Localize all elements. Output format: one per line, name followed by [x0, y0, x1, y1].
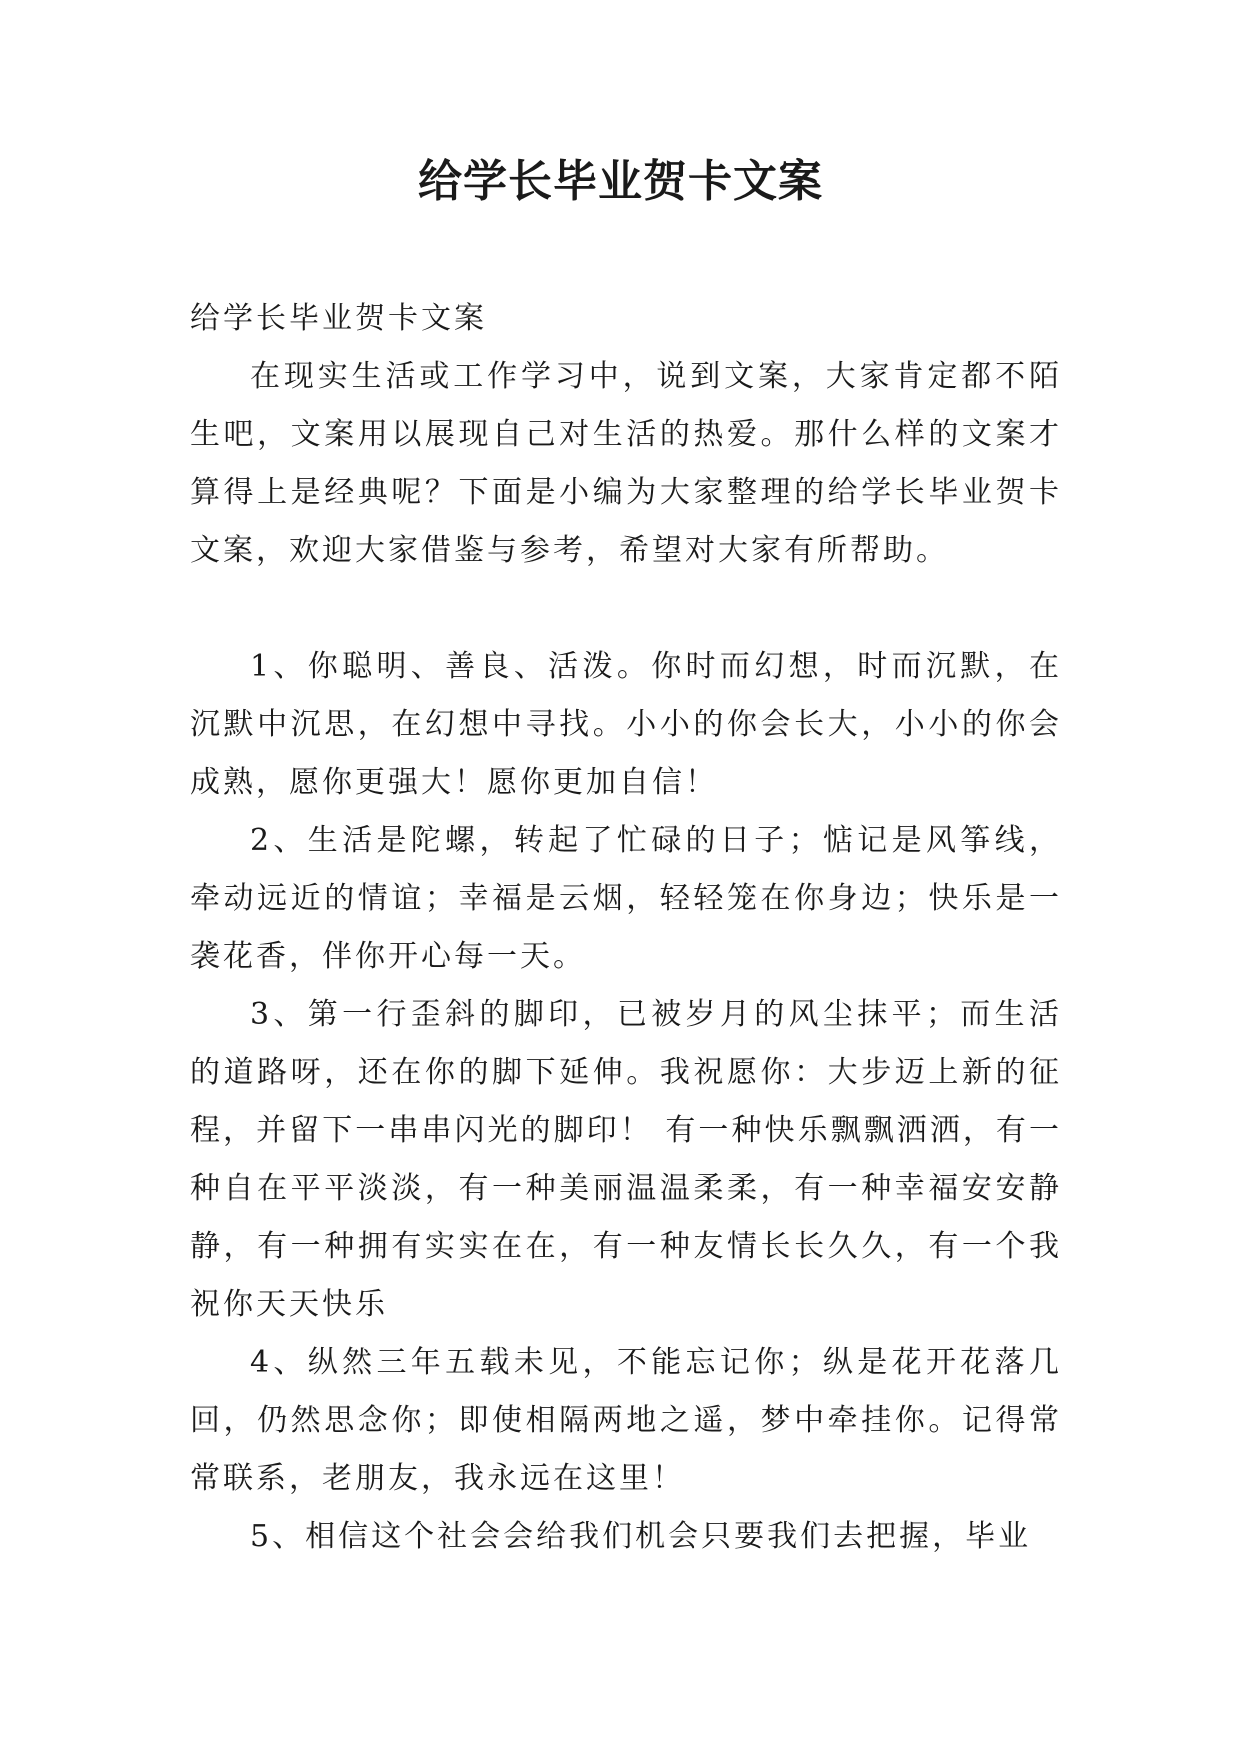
document-subtitle: 给学长毕业贺卡文案 — [190, 301, 487, 336]
intro-paragraph: 在现实生活或工作学习中，说到文案，大家肯定都不陌生吧，文案用以展现自己对生活的热爱。那什么样的文案才算得上是经典呢？下面是小编为大家整理的给学长毕业贺卡文案，欢迎大家借鉴与参考，希望对大家有所帮助。 — [190, 359, 1062, 568]
list-item-4: 4、纵然三年五载未见，不能忘记你；纵是花开花落几回，仍然思念你；即使相隔两地之遥，梦中牵挂你。记得常常联系，老朋友，我永远在这里！ — [190, 1345, 1062, 1496]
list-item-3: 3、第一行歪斜的脚印，已被岁月的风尘抹平；而生活的道路呀，还在你的脚下延伸。我祝愿你：大步迈上新的征程，并留下一串串闪光的脚印！ 有一种快乐飘飘洒洒，有一种自在平平淡淡，有一种美丽温温柔柔，有一种幸福安安静静，有一种拥有实实在在，有一种友情长长久久，有一个我祝你天天快乐 — [190, 997, 1062, 1322]
list-item-5: 5、相信这个社会会给我们机会只要我们去把握，毕业 — [250, 1519, 1032, 1554]
list-item-2: 2、生活是陀螺，转起了忙碌的日子；惦记是风筝线，牵动远近的情谊；幸福是云烟，轻轻笼在你身边；快乐是一袭花香，伴你开心每一天。 — [190, 823, 1062, 974]
document-title: 给学长毕业贺卡文案 — [418, 156, 823, 207]
paragraph-spacer — [190, 580, 1062, 638]
list-item-1: 1、你聪明、善良、活泼。你时而幻想，时而沉默，在沉默中沉思，在幻想中寻找。小小的你会长大，小小的你会成熟，愿你更强大！愿你更加自信！ — [190, 649, 1062, 800]
document-body — [190, 290, 1062, 1566]
